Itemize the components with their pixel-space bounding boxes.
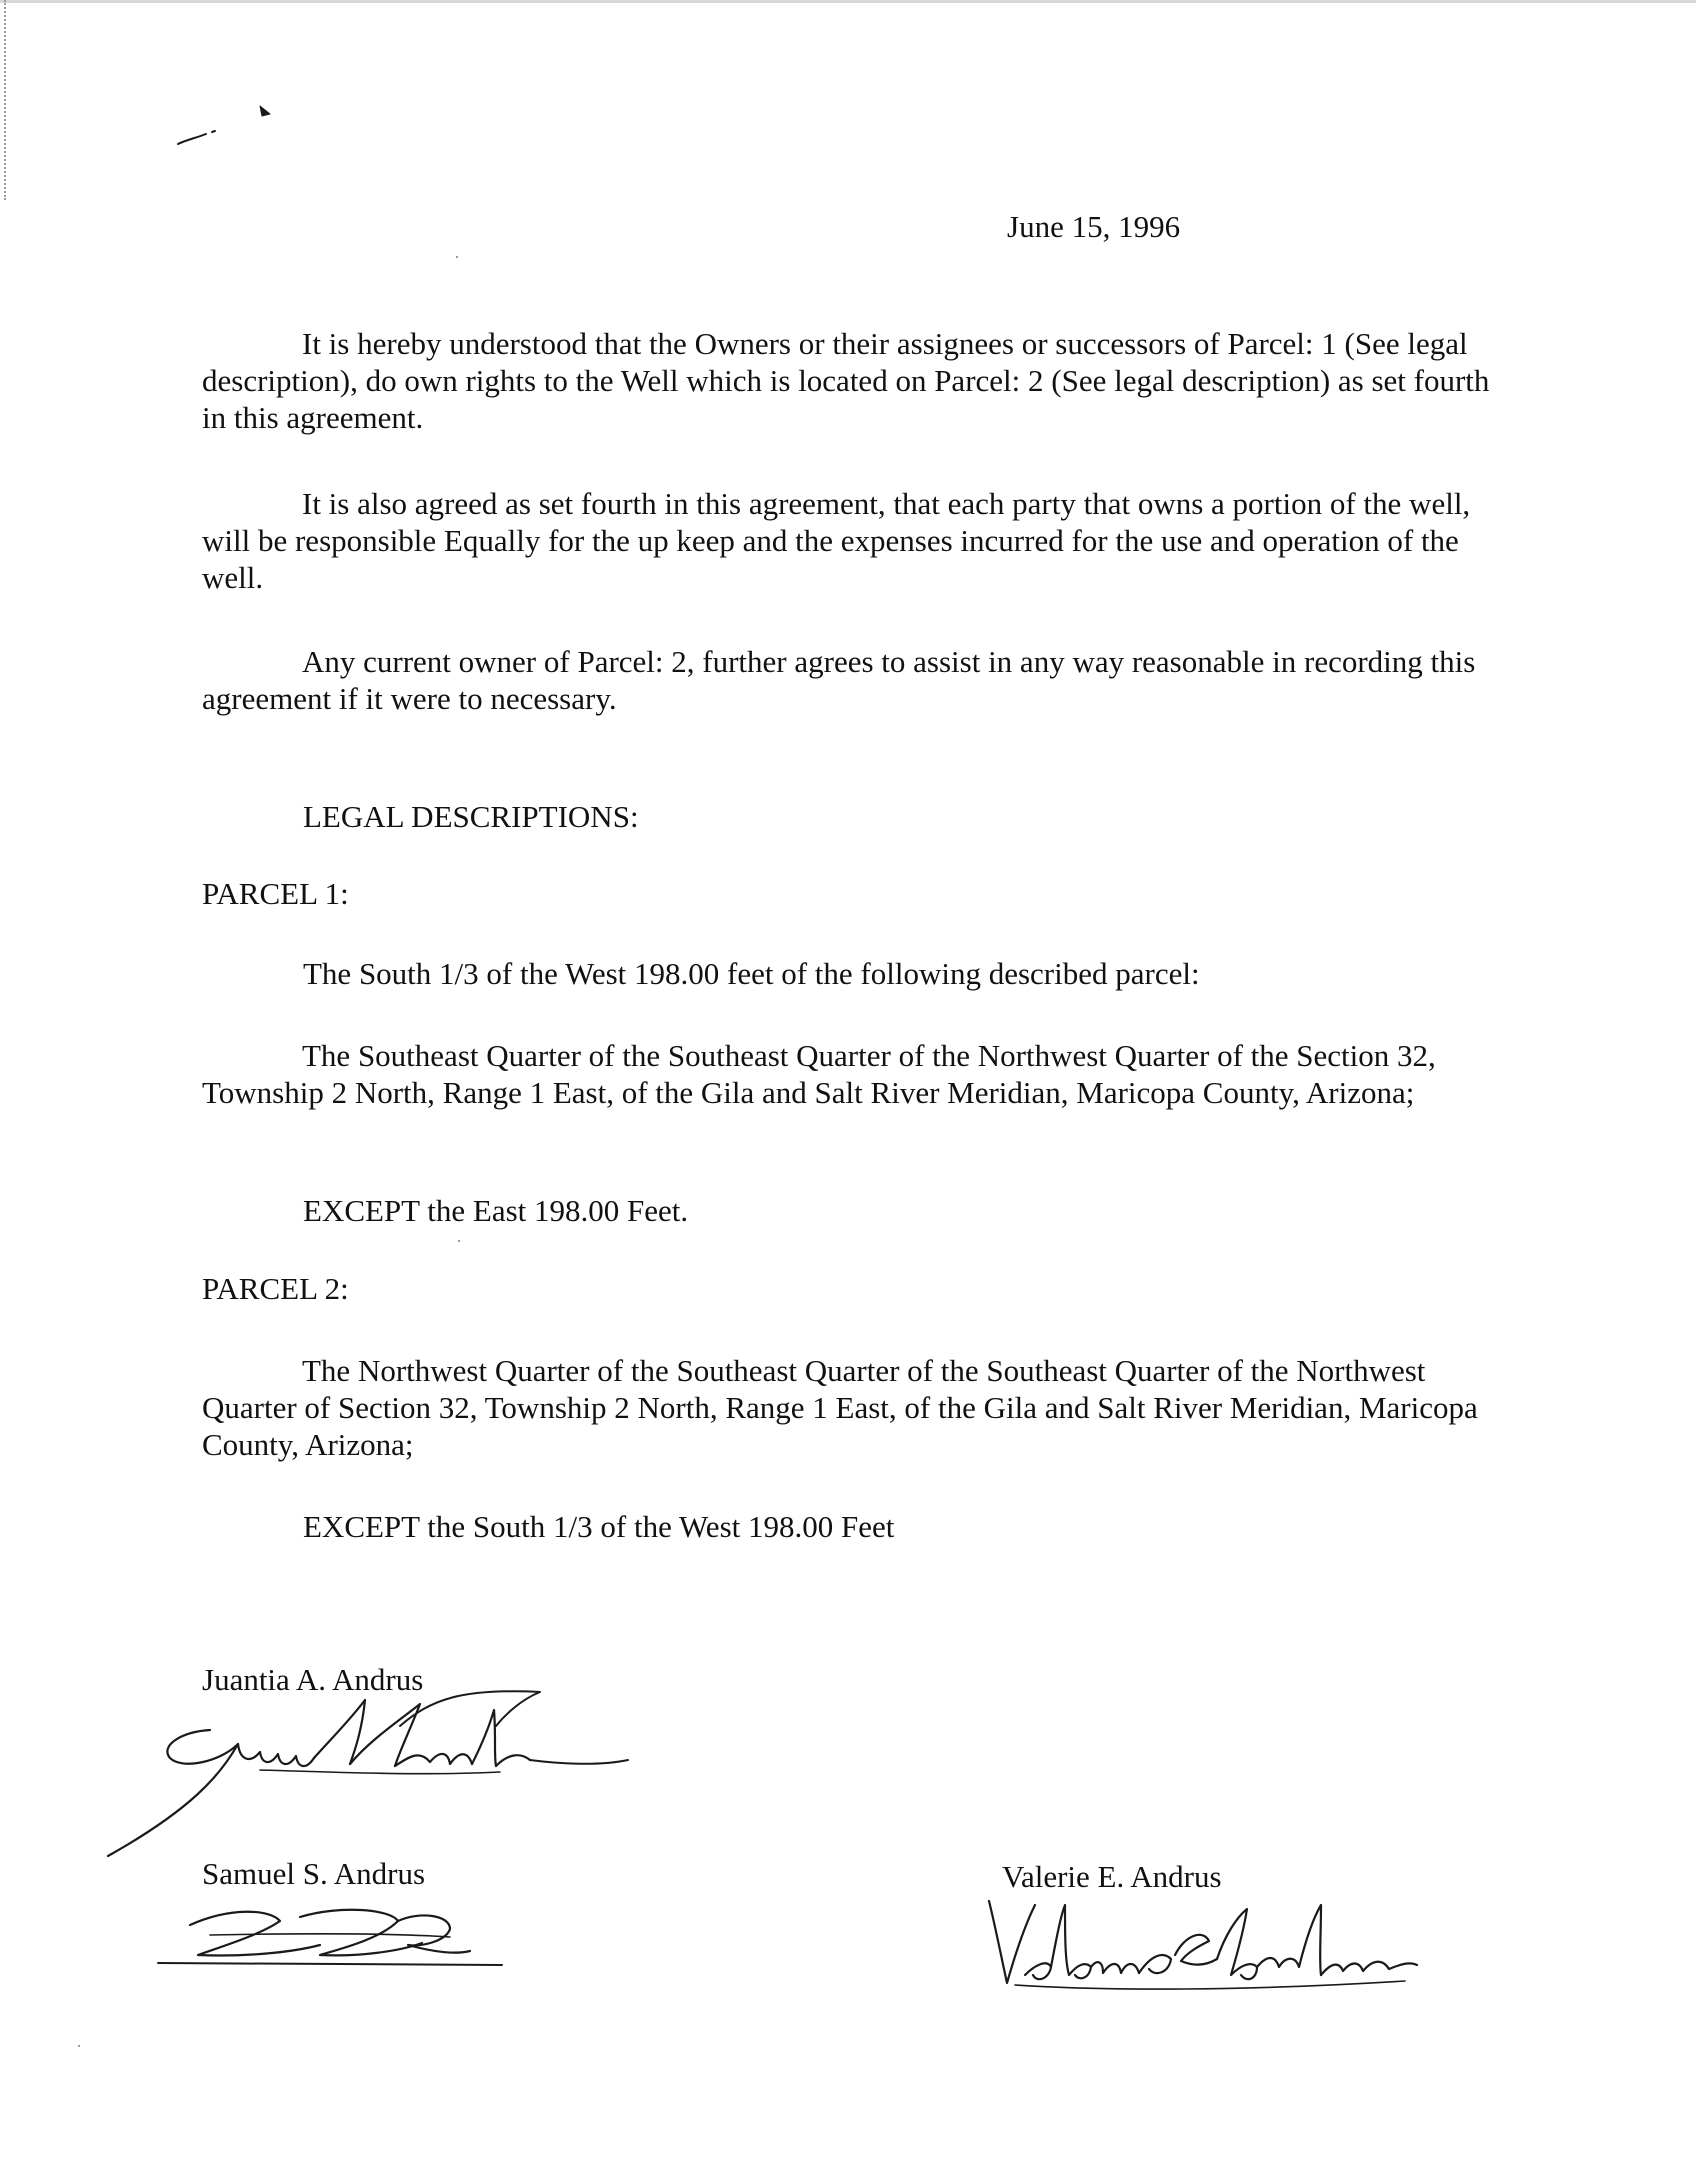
signatory-1-name: Juantia A. Andrus — [202, 1662, 424, 1697]
document-date: June 15, 1996 — [1007, 209, 1181, 244]
parcel-2-except: EXCEPT the South 1/3 of the West 198.00 Feet — [303, 1509, 895, 1544]
parcel-1-heading: PARCEL 1: — [202, 876, 349, 911]
paragraph-3 — [202, 643, 1512, 717]
parcel-1-line: The South 1/3 of the West 198.00 feet of the following described parcel: — [303, 956, 1200, 991]
parcel-2-heading: PARCEL 2: — [202, 1271, 349, 1306]
paragraph-2-text: It is also agreed as set fourth in this agreement, that each party that owns a portion of the well, will be responsible Equally for the up keep and the expenses incurred for the use and operation of the well. — [202, 486, 1471, 595]
signatory-2-name: Samuel S. Andrus — [202, 1856, 426, 1891]
parcel-1-description-text: The Southeast Quarter of the Southeast Quarter of the Northwest Quarter of the Section 32, Township 2 North, Range 1 East, of the Gila and Salt River Meridian, Maricopa County, Arizona; — [202, 1038, 1436, 1110]
paragraph-1 — [202, 325, 1512, 436]
signature-juantia — [100, 1680, 660, 1860]
scan-edge-top — [0, 0, 1696, 3]
paragraph-3-text: Any current owner of Parcel: 2, further agrees to assist in any way reasonable in recording this agreement if it were to necessary. — [202, 644, 1476, 716]
scan-edge-left — [0, 0, 6, 200]
speck — [78, 2045, 80, 2047]
speck — [456, 256, 458, 258]
parcel-2-description — [202, 1352, 1512, 1463]
signature-valerie — [985, 1895, 1425, 2005]
parcel-2-description-text: The Northwest Quarter of the Southeast Quarter of the Southeast Quarter of the Northwest Quarter of Section 32, Township 2 North, Range 1 East, of the Gila and Salt River Meridian, Maricopa County, Arizona; — [202, 1353, 1478, 1462]
scan-mark — [176, 96, 276, 156]
paragraph-1-text: It is hereby understood that the Owners or their assignees or successors of Parcel: 1 (See legal description), do own rights to the Well which is located on Parcel: 2 (See legal description) as set fourth in this agreement. — [202, 326, 1490, 435]
signatory-3-name: Valerie E. Andrus — [1002, 1859, 1222, 1894]
speck — [458, 1240, 460, 1242]
parcel-1-description — [202, 1037, 1512, 1111]
legal-descriptions-heading: LEGAL DESCRIPTIONS: — [303, 799, 639, 834]
paragraph-2 — [202, 485, 1512, 596]
parcel-1-except: EXCEPT the East 198.00 Feet. — [303, 1193, 689, 1228]
signature-samuel — [150, 1895, 510, 1975]
